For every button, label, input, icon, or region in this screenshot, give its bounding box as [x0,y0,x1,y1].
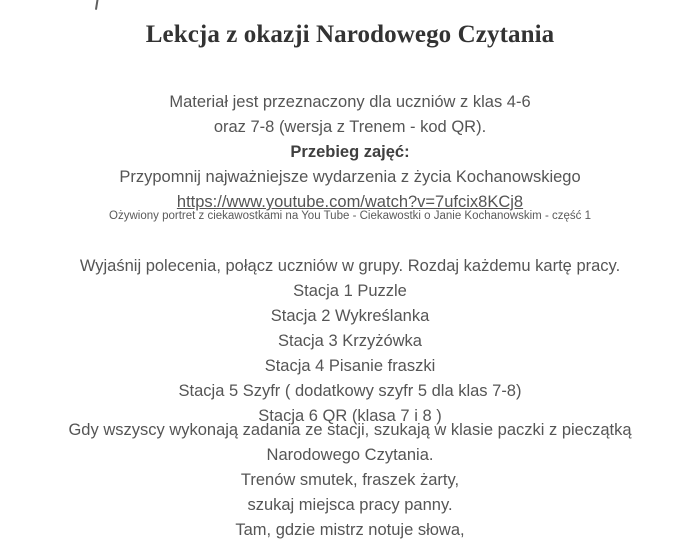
closing-section [0,418,700,543]
section-heading-przebieg: Przebieg zajęć: [290,143,410,161]
station-item-1: Stacja 1 Puzzle [293,282,407,300]
scan-artifact-stroke [95,0,99,10]
poem-line-1: Trenów smutek, fraszek żarty, [240,471,460,489]
station-item-3: Stacja 3 Krzyżówka [278,332,422,350]
closing-line-1: Gdy wszyscy wykonają zadania ze stacji, szukają w klasie paczki z pieczątką [68,421,632,439]
intro-line-1: Materiał jest przeznaczony dla uczniów z klas 4-6 [169,93,531,111]
stations-section [0,254,700,429]
page-title: Lekcja z okazji Narodowego Czytania [145,21,555,48]
poem-line-2: szukaj miejsca pracy panny. [247,496,453,514]
video-caption: Ożywiony portret z ciekawostkami na You Tube - Ciekawostki o Janie Kochanowskim - część 1 [109,210,591,222]
youtube-link[interactable]: https://www.youtube.com/watch?v=7ufcix8KCj8 [176,193,524,211]
intro-line-2: oraz 7-8 (wersja z Trenem - kod QR). [213,118,487,136]
closing-line-2: Narodowego Czytania. [266,446,434,464]
station-item-2: Stacja 2 Wykreślanka [270,307,430,325]
station-item-6: Stacja 6 QR (klasa 7 i 8 ) [258,407,442,425]
station-item-5: Stacja 5 Szyfr ( dodatkowy szyfr 5 dla klas 7-8) [178,382,522,400]
intro-section [0,90,700,215]
caption-section [0,208,700,224]
stations-instruction: Wyjaśnij polecenia, połącz uczniów w grupy. Rozdaj każdemu kartę pracy. [79,257,621,275]
poem-line-3: Tam, gdzie mistrz notuje słowa, [235,521,465,539]
intro-line-3: Przypomnij najważniejsze wydarzenia z życia Kochanowskiego [119,168,581,186]
station-item-4: Stacja 4 Pisanie fraszki [264,357,436,375]
